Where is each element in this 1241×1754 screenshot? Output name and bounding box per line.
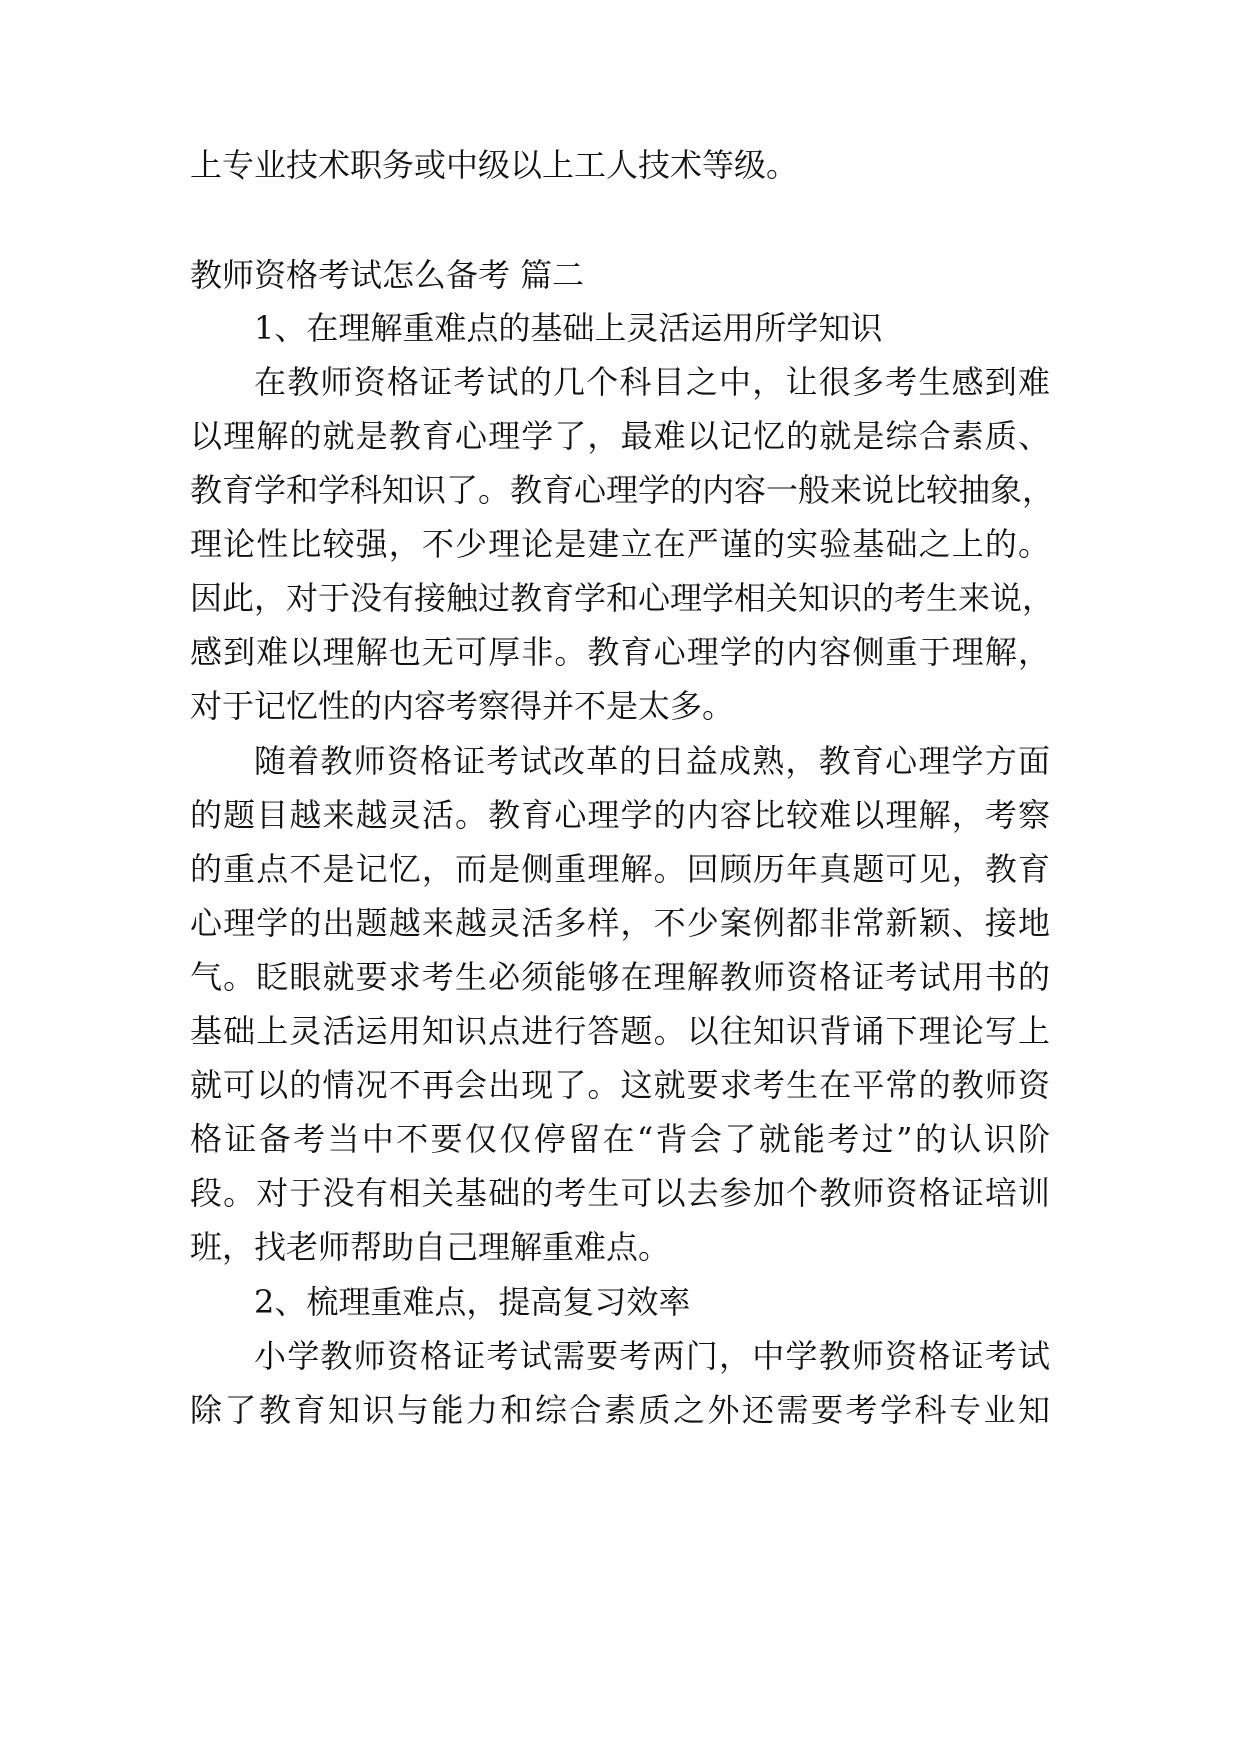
paragraph-line: 随着教师资格证考试改革的日益成熟，教育心理学方面 xyxy=(254,742,1050,780)
paragraph-line: 段。对于没有相关基础的考生可以去参加个教师资格证培训 xyxy=(190,1174,1050,1212)
paragraph-line: 在教师资格证考试的几个科目之中，让很多考生感到难 xyxy=(254,363,1050,401)
paragraph-line: 理论性比较强，不少理论是建立在严谨的实验基础之上的。 xyxy=(190,525,1050,563)
paragraph-line: 气。眨眼就要求考生必须能够在理解教师资格证考试用书的 xyxy=(190,958,1050,996)
paragraph-line: 基础上灵活运用知识点进行答题。以往知识背诵下理论写上 xyxy=(190,1012,1050,1050)
paragraph-line: 格证备考当中不要仅仅停留在“背会了就能考过”的认识阶 xyxy=(190,1120,1050,1158)
paragraph-line: 的重点不是记忆，而是侧重理解。回顾历年真题可见，教育 xyxy=(190,850,1050,888)
paragraph-line: 以理解的就是教育心理学了，最难以记忆的就是综合素质、 xyxy=(190,417,1050,455)
paragraph-line: 因此，对于没有接触过教育学和心理学相关知识的考生来说， xyxy=(190,579,1055,617)
section-title: 教师资格考试怎么备考 篇二 xyxy=(190,256,585,294)
paragraph-line: 心理学的出题越来越灵活多样，不少案例都非常新颖、接地 xyxy=(190,904,1050,942)
paragraph-line: 教育学和学科知识了。教育心理学的内容一般来说比较抽象， xyxy=(190,471,1055,509)
paragraph-line: 对于记忆性的内容考察得并不是太多。 xyxy=(190,687,735,725)
paragraph-line: 感到难以理解也无可厚非。教育心理学的内容侧重于理解， xyxy=(190,633,1050,671)
subheading-2: 2、梳理重难点，提高复习效率 xyxy=(254,1283,691,1321)
paragraph-line: 班，找老师帮助自己理解重难点。 xyxy=(190,1228,671,1266)
paragraph-line: 的题目越来越灵活。教育心理学的内容比较难以理解，考察 xyxy=(190,796,1050,834)
paragraph-line: 就可以的情况不再会出现了。这就要求考生在平常的教师资 xyxy=(190,1066,1050,1104)
paragraph-continuation-line: 上专业技术职务或中级以上工人技术等级。 xyxy=(190,146,799,184)
subheading-1: 1、在理解重难点的基础上灵活运用所学知识 xyxy=(254,309,883,347)
paragraph-line: 除了教育知识与能力和综合素质之外还需要考学科专业知 xyxy=(190,1391,1050,1429)
paragraph-line: 小学教师资格证考试需要考两门，中学教师资格证考试 xyxy=(254,1337,1050,1375)
